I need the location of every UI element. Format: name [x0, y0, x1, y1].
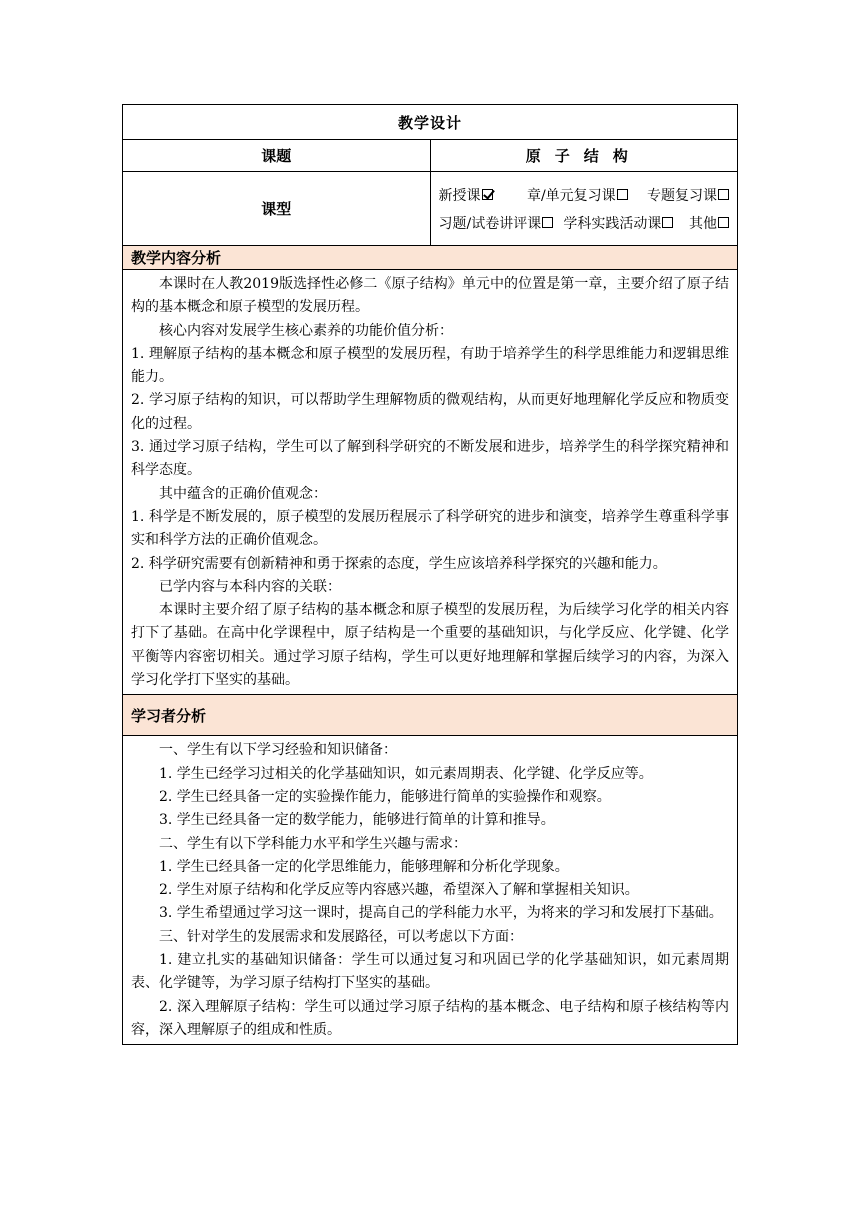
- content-analysis-heading: 教学内容分析: [123, 246, 738, 270]
- checkbox-checked-icon[interactable]: [482, 189, 493, 200]
- paragraph: 2. 深入理解原子结构：学生可以通过学习原子结构的基本概念、电子结构和原子核结构等内容，深入理解原子的组成和性质。: [131, 998, 729, 1038]
- paragraph: 一、学生有以下学习经验和知识储备：: [159, 742, 397, 759]
- paragraph: 本课时在人教2019版选择性必修二《原子结构》单元中的位置是第一章，主要介绍了原子结构的基本概念和原子模型的发展历程。: [131, 276, 729, 316]
- paragraph: 2. 学习原子结构的知识，可以帮助学生理解物质的微观结构，从而更好地理解化学反应和物质变化的过程。: [131, 392, 729, 432]
- checkbox-icon[interactable]: [718, 189, 729, 200]
- course-type-options: [430, 172, 738, 246]
- course-type-label: 课型: [123, 172, 431, 246]
- option-topic-review[interactable]: 专题复习课: [647, 185, 729, 205]
- option-new-lesson[interactable]: 新授课: [439, 185, 527, 205]
- paragraph: 2. 学生已经具备一定的实验操作能力，能够进行简单的实验操作和观察。: [159, 788, 611, 805]
- paragraph: 核心内容对发展学生核心素养的功能价值分析：: [159, 322, 453, 339]
- paragraph: 本课时主要介绍了原子结构的基本概念和原子模型的发展历程，为后续学习化学的相关内容打下了基础。在高中化学课程中，原子结构是一个重要的基础知识，与化学反应、化学键、化学平衡等内容密切相关。通过学习原子结构，学生可以更好地理解和掌握后续学习的内容，为深入学习化学打下坚实的基础。: [131, 602, 729, 689]
- course-type-options-row-2: [439, 209, 730, 237]
- lesson-design-document: [122, 104, 738, 1045]
- lesson-design-table: [122, 104, 738, 1045]
- document-title: 教学设计: [123, 105, 738, 140]
- paragraph: 2. 学生对原子结构和化学反应等内容感兴趣，希望深入了解和掌握相关知识。: [159, 882, 639, 899]
- option-unit-review[interactable]: 章/单元复习课: [527, 185, 647, 205]
- paragraph: 三、针对学生的发展需求和发展路径，可以考虑以下方面：: [159, 928, 523, 945]
- paragraph: 已学内容与本科内容的关联：: [159, 578, 341, 595]
- option-exercise-review[interactable]: 习题/试卷讲评课: [439, 213, 564, 233]
- option-other[interactable]: 其他: [689, 213, 729, 233]
- paragraph: 1. 学生已经具备一定的化学思维能力，能够理解和分析化学现象。: [159, 858, 569, 875]
- paragraph: 1. 学生已经学习过相关的化学基础知识，如元素周期表、化学键、化学反应等。: [159, 765, 653, 782]
- paragraph: 2. 科学研究需要有创新精神和勇于探索的态度，学生应该培养科学探究的兴趣和能力。: [131, 555, 667, 572]
- checkbox-icon[interactable]: [542, 217, 553, 228]
- paragraph: 二、学生有以下学科能力水平和学生兴趣与需求：: [159, 835, 467, 852]
- paragraph: 其中蕴含的正确价值观念：: [159, 485, 327, 502]
- course-type-options-row-1: [439, 181, 730, 209]
- checkbox-icon[interactable]: [662, 217, 673, 228]
- content-analysis-body: [123, 270, 738, 695]
- checkbox-icon[interactable]: [617, 189, 628, 200]
- checkbox-icon[interactable]: [718, 217, 729, 228]
- paragraph: 1. 理解原子结构的基本概念和原子模型的发展历程，有助于培养学生的科学思维能力和逻辑思维能力。: [131, 345, 729, 386]
- topic-label: 课题: [123, 140, 431, 172]
- paragraph: 1. 科学是不断发展的，原子模型的发展历程展示了科学研究的进步和演变，培养学生尊重科学事实和科学方法的正确价值观念。: [131, 508, 729, 549]
- learner-analysis-body: [123, 736, 738, 1045]
- paragraph: 3. 学生希望通过学习这一课时，提高自己的学科能力水平，为将来的学习和发展打下基础。: [159, 905, 723, 922]
- paragraph: 1. 建立扎实的基础知识储备：学生可以通过复习和巩固已学的化学基础知识，如元素周期表、化学键等，为学习原子结构打下坚实的基础。: [131, 952, 729, 992]
- paragraph: 3. 学生已经具备一定的数学能力，能够进行简单的计算和推导。: [159, 812, 555, 829]
- topic-value: 原子结构: [430, 140, 738, 172]
- paragraph: 3. 通过学习原子结构，学生可以了解到科学研究的不断发展和进步，培养学生的科学探究精神和科学态度。: [131, 439, 729, 479]
- learner-analysis-heading: 学习者分析: [123, 695, 738, 736]
- option-practice-activity[interactable]: 学科实践活动课: [563, 213, 689, 233]
